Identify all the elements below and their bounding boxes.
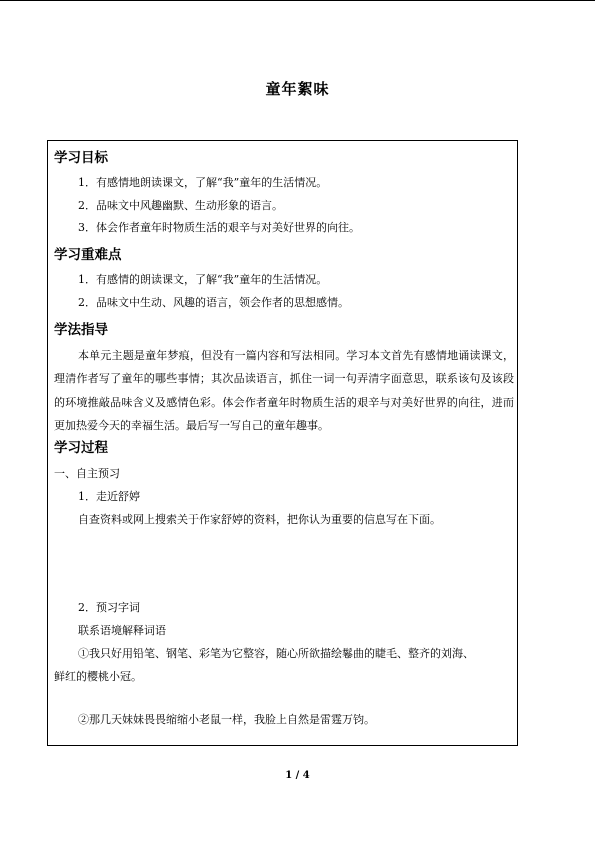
process-item-2-subtitle: 联系语境解释词语 xyxy=(78,624,166,637)
page-number: 1 / 4 xyxy=(285,770,310,781)
key-point-item-1: 1．有感情的朗读课文，了解“我”童年的生活情况。 xyxy=(78,273,328,286)
objective-item-1: 1．有感情地朗读课文，了解“我”童年的生活情况。 xyxy=(78,176,328,189)
question-2: ②那几天妹妹畏畏缩缩小老鼠一样，我脸上自然是雷霆万钧。 xyxy=(78,713,375,726)
objective-item-3: 3．体会作者童年时物质生活的艰辛与对美好世界的向往。 xyxy=(78,221,360,234)
method-heading: 学法指导 xyxy=(54,322,108,338)
document-title: 童年絮味 xyxy=(265,80,330,98)
process-item-1-text: 自查资料或网上搜索关于作家舒婷的资料，把你认为重要的信息写在下面。 xyxy=(78,513,441,526)
process-heading: 学习过程 xyxy=(54,440,108,456)
question-1-line-2: 鲜红的樱桃小冠。 xyxy=(54,670,142,683)
top-rule xyxy=(0,0,595,1)
question-1-line-1: ①我只好用铅笔、钢笔、彩笔为它整容，随心所欲描绘鬈曲的睫毛、整齐的刘海、 xyxy=(78,647,474,660)
process-item-1-title: 1．走近舒婷 xyxy=(78,490,140,503)
key-points-heading: 学习重难点 xyxy=(54,247,122,263)
key-point-item-2: 2．品味文中生动、风趣的语言，领会作者的思想感情。 xyxy=(78,296,349,309)
process-part-1: 一、自主预习 xyxy=(54,467,120,480)
objectives-heading: 学习目标 xyxy=(54,150,108,166)
method-paragraph: 本单元主题是童年梦痕，但没有一篇内容和写法相同。学习本文首先有感情地诵读课文，理清作者写了童年的哪些事情；其次品读语言，抓住一词一句弄清字面意思，联系该句及该段的环境推敲品味含义及感情色彩。体会作者童年时物质生活的艰辛与对美好世界的向往，进而更加热爱今天的幸福生活。最后写一写自己的童年趣事。 xyxy=(54,349,514,433)
process-item-2-title: 2．预习字词 xyxy=(78,601,140,614)
objective-item-2: 2．品味文中风趣幽默、生动形象的语言。 xyxy=(78,199,283,212)
